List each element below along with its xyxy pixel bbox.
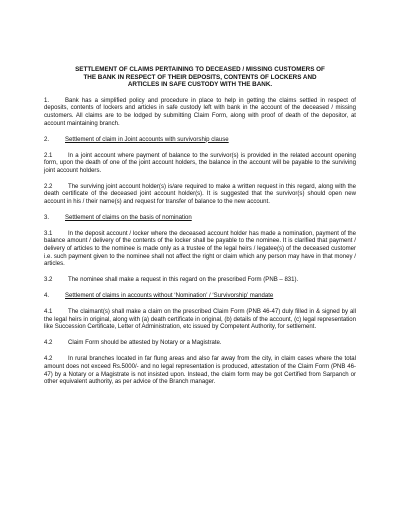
section-4-number: 4.	[44, 293, 50, 300]
paragraph-3-2	[44, 277, 356, 285]
paragraph-4-2	[44, 340, 356, 348]
section-4-heading	[44, 293, 356, 301]
section-3-number: 3.	[44, 214, 50, 221]
paragraph-4-2-rural-number: 4.2	[44, 356, 53, 363]
paragraph-4-1-number: 4.1	[44, 309, 53, 316]
paragraph-4-2-text: Claim Form should be attested by Notary or a Magistrate.	[68, 340, 222, 347]
paragraph-3-1-number: 3.1	[44, 230, 53, 237]
paragraph-3-1-text: In the deposit account / locker where the deceased account holder has made a nomination, payment of the balance amount / delivery of the contents of the locker shall be payable to the nominee. It is clarified that payment / delivery of articles to the nominee is made only as a trustee of the legal heirs / legatee(s) of the deceased customer i.e. such payment given to the nominee shall not affect the right or claim which any person may have in that money / articles.	[44, 230, 356, 268]
paragraph-1	[44, 98, 356, 128]
paragraph-2-1	[44, 153, 356, 176]
paragraph-3-2-number: 3.2	[44, 277, 53, 284]
paragraph-2-2-number: 2.2	[44, 183, 53, 190]
paragraph-2-2	[44, 184, 356, 207]
title-line-1: SETTLEMENT OF CLAIMS PERTAINING TO DECEASED / MISSING CUSTOMERS OF	[75, 66, 325, 73]
paragraph-3-2-text: The nominee shall make a request in this regard on the prescribed Form (PNB – 831).	[68, 277, 299, 284]
paragraph-2-2-text: The surviving joint account holder(s) is/are required to make a written request in this regard, along with the death certificate of the deceased joint account holder(s). It is suggested that the survivor(s) should open new account in his / their name(s) and request for transfer of balance to the new account.	[44, 183, 356, 205]
paragraph-2-1-number: 2.1	[44, 152, 53, 159]
title-line-2: THE BANK IN RESPECT OF THEIR DEPOSITS, CONTENTS OF LOCKERS AND	[83, 73, 317, 81]
section-4-title: Settlement of claims in accounts without ‘Nomination’ / ‘Survivorship’ mandate	[65, 293, 274, 300]
paragraph-2-1-text: In a joint account where payment of balance to the survivor(s) is provided in the related account opening form, upon the death of one of the joint account holders, the balance in the account will be payable to the surviving joint account holders.	[44, 152, 356, 174]
paragraph-4-2-rural-text: In rural branches located in far flung areas and also far away from the city, in claim cases where the total amount does not exceed Rs.5000/- and no legal representation is produced, attestation of the Claim Form (PNB 46-47) by a Notary or a Magistrate is not insisted upon. Instead, the claim form may be got Certified from Sarpanch or other equivalent authority, as per advice of the Branch manager.	[44, 356, 356, 386]
paragraph-3-1	[44, 231, 356, 269]
section-3-title: Settlement of claims on the basis of nomination	[65, 214, 192, 221]
paragraph-4-1-text: The claimant(s) shall make a claim on the prescribed Claim Form (PNB 46-47) duly filled in & signed by all the legal heirs in original, along with (a) death certificate in original, (b) details of the account, (c) legal representation like Succession Certificate, Letter of Administration, etc issued by Competent Authority, for settlement.	[44, 309, 356, 331]
document-title	[44, 66, 356, 89]
paragraph-1-text: Bank has a simplified policy and procedure in place to help in getting the claims settled in respect of deposits, contents of lockers and articles in safe custody left with bank in the account of the deceased / missing customers. All claims are to be lodged by submitting Claim Form, along with proof of death of the depositor, at account maintaining branch.	[44, 97, 356, 127]
section-2-heading	[44, 137, 356, 145]
paragraph-4-2-rural	[44, 356, 356, 386]
title-line-3: ARTICLES IN SAFE CUSTODY WITH THE BANK.	[127, 81, 273, 89]
paragraph-4-2-number: 4.2	[44, 340, 53, 347]
paragraph-1-number: 1.	[44, 97, 50, 104]
section-2-title: Settlement of claim in Joint accounts with survivorship clause	[65, 136, 229, 143]
section-3-heading	[44, 215, 356, 223]
section-2-number: 2.	[44, 136, 50, 143]
paragraph-4-1	[44, 309, 356, 332]
